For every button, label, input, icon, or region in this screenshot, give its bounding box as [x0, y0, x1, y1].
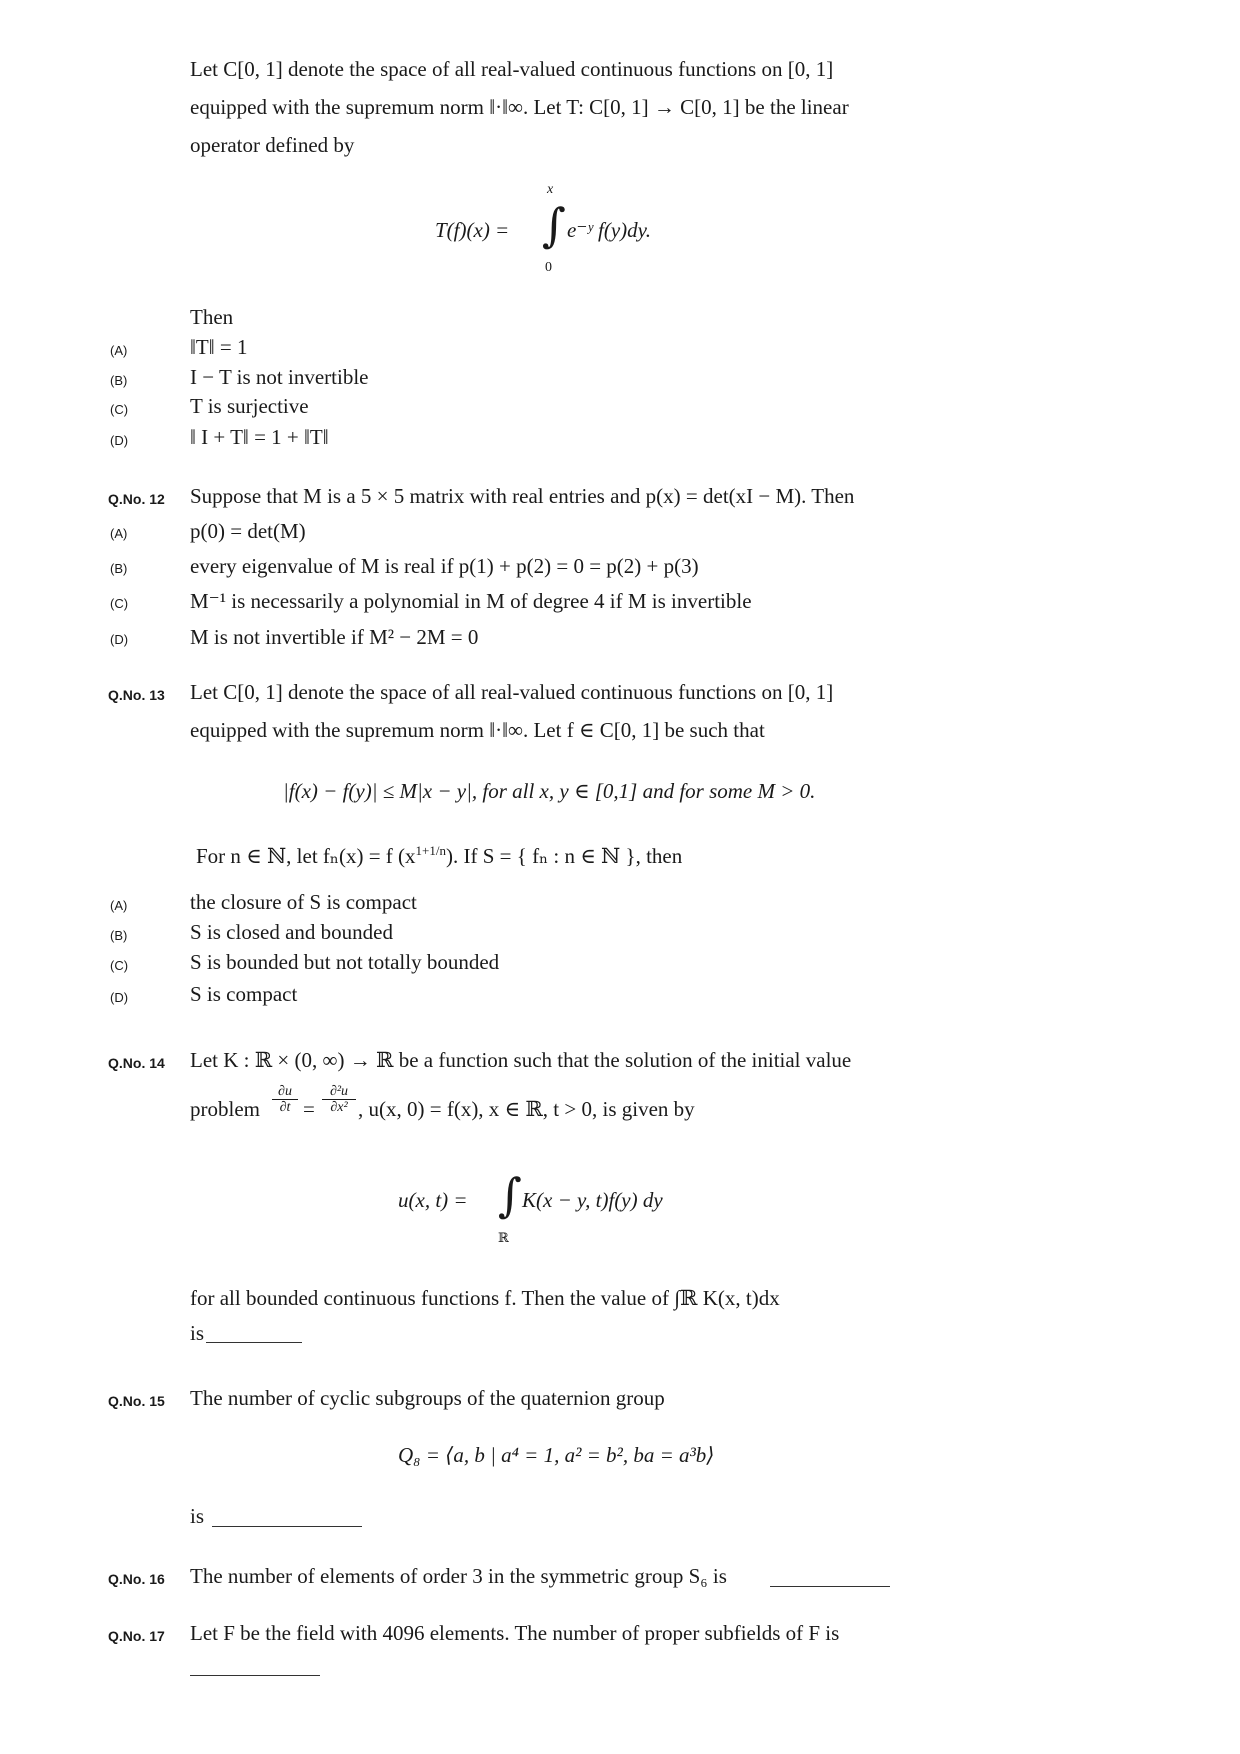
q17-stem: Let F be the field with 4096 elements. The number of proper subfields of F is: [190, 1621, 840, 1645]
q17-answer-blank[interactable]: [190, 1675, 320, 1676]
q11-intro-line1: Let C[0, 1] denote the space of all real-valued continuous functions on [0, 1]: [190, 57, 834, 81]
q12-option-c-label: (C): [110, 596, 129, 611]
q11-eq-rhs: e⁻ʸ f(y)dy.: [567, 218, 652, 242]
q11-option-d-label: (D): [110, 433, 129, 448]
q12-option-a-text: p(0) = det(M): [190, 519, 306, 543]
q13-def-start: For n ∈ ℕ, let fₙ(x) = f (x: [196, 844, 416, 868]
q16-number: Q.No. 16: [108, 1571, 165, 1587]
q11-integral-upper: x: [547, 182, 554, 197]
q11-integral-sign: ∫: [542, 198, 566, 252]
q14-sol-integral-sign: ∫: [498, 1168, 522, 1222]
q14-pde-num2: ∂²u: [322, 1084, 356, 1100]
q13-def-end: ). If S = { fₙ : n ∈ ℕ }, then: [446, 844, 683, 868]
q17-number: Q.No. 17: [108, 1628, 165, 1644]
q12-option-d-text: M is not invertible if M² − 2M = 0: [190, 625, 479, 649]
q14-problem-word: problem: [190, 1097, 260, 1121]
q14-pde-num1: ∂u: [272, 1084, 298, 1100]
q14-sol-integral-domain: ℝ: [498, 1230, 509, 1245]
q12-option-b-label: (B): [110, 561, 128, 576]
q15-number: Q.No. 15: [108, 1393, 165, 1409]
q11-intro-line2: equipped with the supremum norm ‖·‖∞. Let T: C[0, 1] → C[0, 1] be the linear: [190, 95, 849, 119]
q11-eq-lhs: T(f)(x) =: [435, 218, 510, 242]
q11-integral-lower: 0: [545, 260, 552, 275]
q15-stem: The number of cyclic subgroups of the quaternion group: [190, 1386, 665, 1410]
q15-group-presentation: Q₈ = ⟨a, b | a⁴ = 1, a² = b², ba = a³b⟩: [398, 1443, 715, 1467]
q14-pde-fraction-1: [272, 1084, 298, 1116]
q11-option-c-label: (C): [110, 402, 129, 417]
q11-option-b-label: (B): [110, 373, 128, 388]
q11-intro-line3: operator defined by: [190, 133, 355, 157]
q13-option-b-text: S is closed and bounded: [190, 920, 393, 944]
q14-number: Q.No. 14: [108, 1055, 165, 1071]
q13-lipschitz-condition: |f(x) − f(y)| ≤ M|x − y|, for all x, y ∈ [0,1] and for some M > 0.: [283, 779, 816, 803]
q12-stem: Suppose that M is a 5 × 5 matrix with real entries and p(x) = det(xI − M). Then: [190, 484, 855, 508]
q13-option-a-text: the closure of S is compact: [190, 890, 417, 914]
q15-answer-blank[interactable]: [212, 1526, 362, 1527]
q13-def-exponent: 1+1/n: [415, 843, 446, 858]
q16-stem: The number of elements of order 3 in the symmetric group S₆ is: [190, 1564, 727, 1588]
q13-option-b-label: (B): [110, 928, 128, 943]
q12-option-c-text: M⁻¹ is necessarily a polynomial in M of degree 4 if M is invertible: [190, 589, 752, 613]
q13-option-d-text: S is compact: [190, 982, 298, 1006]
q14-sol-rhs: K(x − y, t)f(y) dy: [522, 1188, 663, 1212]
q13-stem-line1: Let C[0, 1] denote the space of all real-valued continuous functions on [0, 1]: [190, 680, 834, 704]
q16-answer-blank[interactable]: [770, 1586, 890, 1587]
q13-option-c-text: S is bounded but not totally bounded: [190, 950, 500, 974]
q12-number: Q.No. 12: [108, 491, 165, 507]
q13-option-a-label: (A): [110, 898, 128, 913]
q14-pde-den2: ∂x²: [330, 1100, 348, 1116]
q12-option-d-label: (D): [110, 632, 129, 647]
q14-pde-initial-condition: , u(x, 0) = f(x), x ∈ ℝ, t > 0, is given by: [358, 1097, 695, 1121]
q13-sequence-definition: [196, 843, 682, 869]
q11-then: Then: [190, 305, 234, 329]
q15-is: is: [190, 1504, 205, 1528]
q13-number: Q.No. 13: [108, 687, 165, 703]
q14-stem-line1: Let K : ℝ × (0, ∞) → ℝ be a function such that the solution of the initial value: [190, 1048, 852, 1072]
q11-option-c-text: T is surjective: [190, 394, 309, 418]
q12-option-a-label: (A): [110, 526, 128, 541]
q11-option-a-text: ‖T‖ = 1: [190, 335, 248, 359]
q14-pde-equals: =: [303, 1097, 315, 1121]
q11-option-a-label: (A): [110, 343, 128, 358]
q14-sol-lhs: u(x, t) =: [398, 1188, 468, 1212]
q14-pde-fraction-2: [322, 1084, 356, 1116]
q13-option-d-label: (D): [110, 990, 129, 1005]
q13-option-c-label: (C): [110, 958, 129, 973]
q11-option-d-text: ‖ I + T‖ = 1 + ‖T‖: [190, 425, 329, 449]
q14-answer-blank[interactable]: [206, 1342, 302, 1343]
q14-pde-den1: ∂t: [279, 1100, 291, 1116]
q13-stem-line2: equipped with the supremum norm ‖·‖∞. Let f ∈ C[0, 1] be such that: [190, 718, 765, 742]
q11-option-b-text: I − T is not invertible: [190, 365, 369, 389]
q14-is: is: [190, 1321, 205, 1345]
q14-tail: for all bounded continuous functions f. Then the value of ∫ℝ K(x, t)dx: [190, 1286, 780, 1310]
q12-option-b-text: every eigenvalue of M is real if p(1) + p(2) = 0 = p(2) + p(3): [190, 554, 699, 578]
